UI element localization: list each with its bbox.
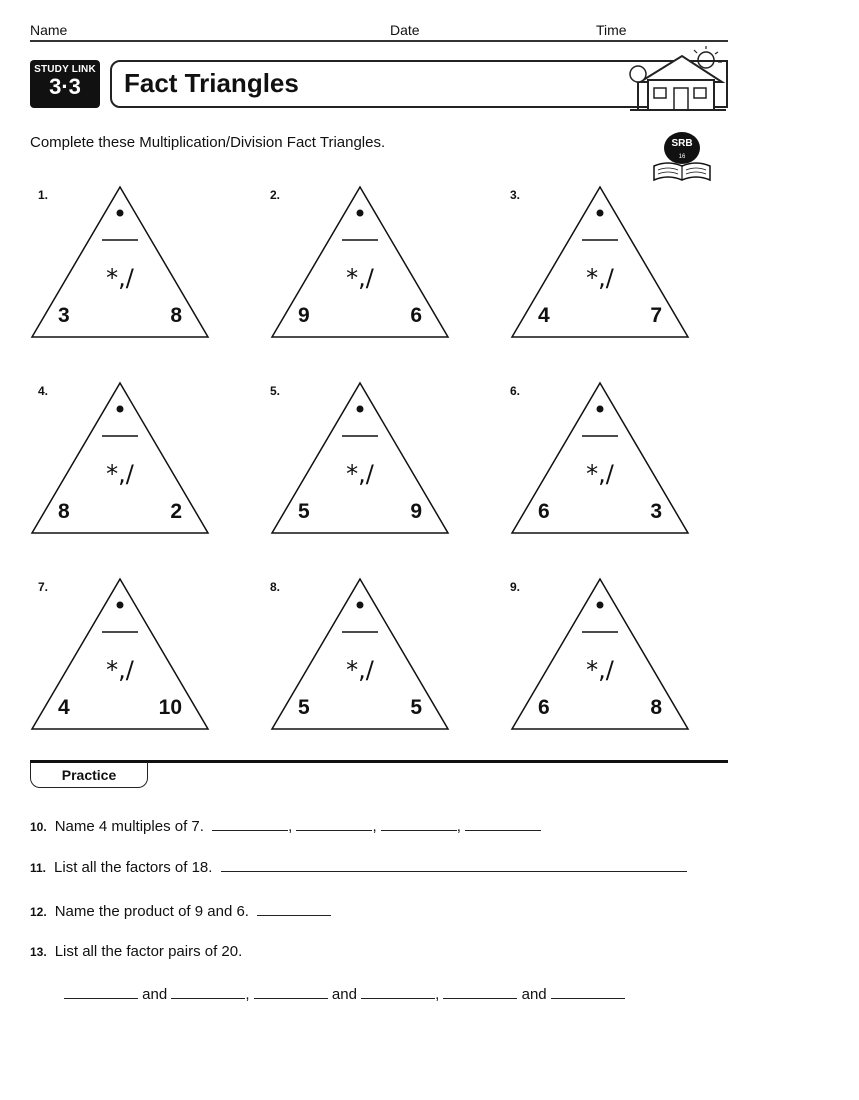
answer-blank[interactable] — [254, 985, 328, 999]
and-word: and — [142, 986, 168, 1003]
answer-blank[interactable] — [296, 817, 372, 831]
triangle-outline — [30, 378, 210, 538]
srb-label: SRB — [671, 138, 693, 149]
answer-blank[interactable] — [257, 902, 331, 916]
question-number: 13. — [30, 945, 47, 959]
question-11 — [30, 858, 687, 876]
operation-symbol: *,/ — [346, 656, 374, 684]
question-number: 11. — [30, 861, 47, 875]
fact-triangle-6 — [510, 378, 690, 538]
question-number: 12. — [30, 905, 47, 919]
left-number: 4 — [538, 304, 550, 327]
question-number: 10. — [30, 820, 47, 834]
triangle-outline — [510, 574, 690, 734]
fact-triangle-9 — [510, 574, 690, 734]
right-number: 7 — [650, 304, 662, 327]
triangle-outline — [30, 182, 210, 342]
fact-triangle-8 — [270, 574, 450, 734]
operation-symbol: *,/ — [586, 460, 614, 488]
problem-number: 1. — [38, 188, 49, 202]
operation-symbol: *,/ — [106, 460, 134, 488]
triangle-outline — [30, 574, 210, 734]
left-number: 5 — [298, 500, 310, 523]
operation-symbol: *,/ — [106, 656, 134, 684]
answer-blank[interactable] — [64, 985, 138, 999]
triangle-outline — [270, 182, 450, 342]
question-text: List all the factors of 18. — [54, 859, 213, 876]
fact-triangle-3 — [510, 182, 690, 342]
left-number: 6 — [538, 500, 550, 523]
page-title: Fact Triangles — [124, 68, 299, 98]
problem-number: 8. — [270, 580, 281, 594]
right-number: 9 — [410, 500, 422, 523]
time-label: Time — [596, 22, 627, 38]
question-text: List all the factor pairs of 20. — [54, 943, 243, 960]
right-number: 2 — [170, 500, 182, 523]
name-label: Name — [30, 22, 68, 38]
question-12 — [30, 902, 331, 920]
answer-blank[interactable] — [212, 817, 288, 831]
question-text: Name the product of 9 and 6. — [54, 903, 249, 920]
answer-blank[interactable] — [221, 858, 687, 872]
triangle-outline — [510, 378, 690, 538]
left-number: 6 — [538, 696, 550, 719]
badge-number: 3·3 — [49, 74, 81, 99]
left-number: 5 — [298, 696, 310, 719]
factor-pairs-row: and , and , and — [64, 985, 625, 1003]
triangle-outline — [510, 182, 690, 342]
answer-blank[interactable] — [551, 985, 625, 999]
operation-symbol: *,/ — [106, 264, 134, 292]
right-number: 5 — [410, 696, 422, 719]
fact-triangle-5 — [270, 378, 450, 538]
right-number: 8 — [650, 696, 662, 719]
problem-number: 6. — [510, 384, 521, 398]
answer-blank[interactable] — [381, 817, 457, 831]
answer-blank[interactable] — [171, 985, 245, 999]
and-word: and — [331, 986, 357, 1003]
and-word: and — [521, 986, 547, 1003]
operation-symbol: *,/ — [346, 264, 374, 292]
right-number: 8 — [170, 304, 182, 327]
practice-tab: Practice — [30, 762, 148, 788]
operation-symbol: *,/ — [346, 460, 374, 488]
operation-symbol: *,/ — [586, 264, 614, 292]
answer-blank[interactable] — [465, 817, 541, 831]
date-label: Date — [390, 22, 420, 38]
left-number: 8 — [58, 500, 70, 523]
right-number: 6 — [410, 304, 422, 327]
answer-blank[interactable] — [361, 985, 435, 999]
instructions: Complete these Multiplication/Division Fact Triangles. — [30, 134, 386, 151]
badge-label: STUDY LINK — [34, 64, 96, 75]
study-link-badge — [30, 60, 100, 108]
problem-number: 3. — [510, 188, 521, 202]
left-number: 4 — [58, 696, 70, 719]
problem-number: 9. — [510, 580, 521, 594]
right-number: 3 — [650, 500, 662, 523]
srb-book-icon — [650, 126, 714, 189]
left-number: 9 — [298, 304, 310, 327]
question-13 — [30, 943, 242, 960]
fact-triangle-7 — [30, 574, 210, 734]
fact-triangle-2 — [270, 182, 450, 342]
problem-number: 5. — [270, 384, 281, 398]
house-icon — [628, 44, 728, 121]
fact-triangle-1 — [30, 182, 210, 342]
problem-number: 2. — [270, 188, 281, 202]
operation-symbol: *,/ — [586, 656, 614, 684]
header-rule — [30, 40, 728, 42]
answer-blank[interactable] — [443, 985, 517, 999]
triangle-outline — [270, 378, 450, 538]
question-text: Name 4 multiples of 7. — [54, 818, 204, 835]
problem-number: 4. — [38, 384, 49, 398]
srb-page: 16 — [678, 154, 686, 160]
right-number: 10 — [158, 696, 182, 719]
question-10: 10. Name 4 multiples of 7. , , , — [30, 817, 541, 835]
triangle-outline — [270, 574, 450, 734]
fact-triangle-4 — [30, 378, 210, 538]
left-number: 3 — [58, 304, 70, 327]
problem-number: 7. — [38, 580, 49, 594]
